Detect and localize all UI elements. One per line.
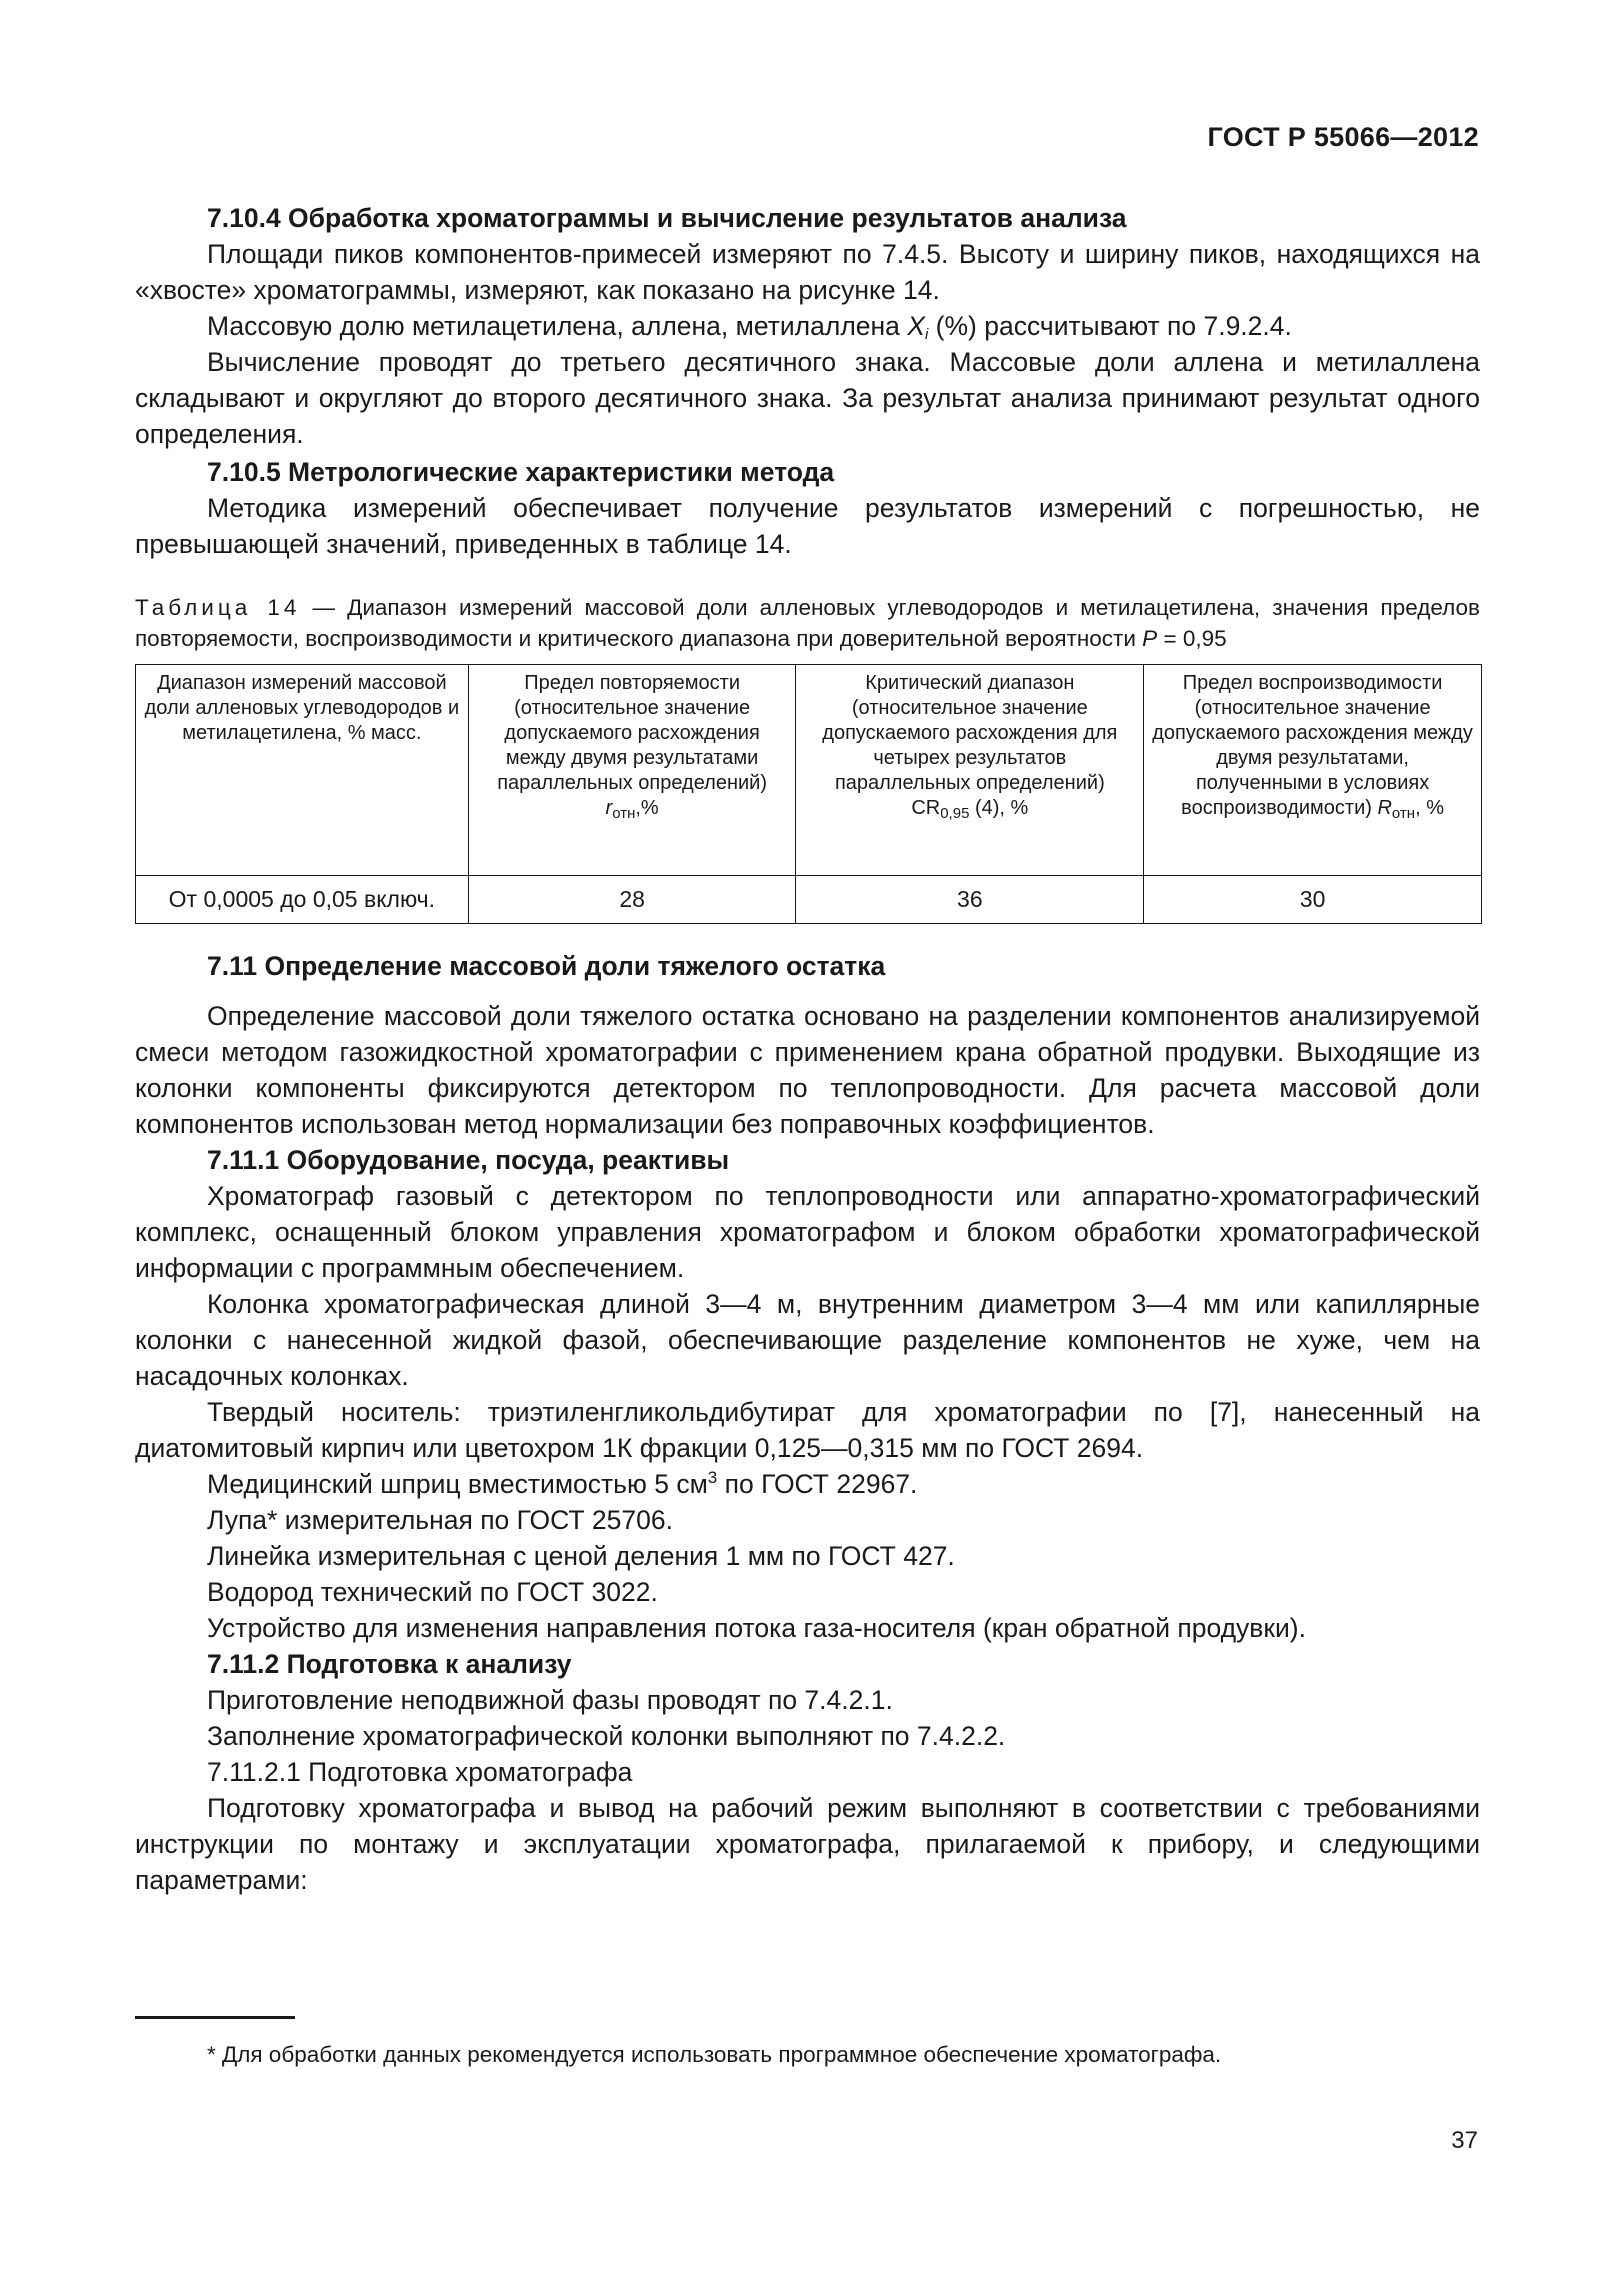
table-14-caption xyxy=(135,592,1480,654)
section-7-11-2-paragraph-2: Заполнение хроматографической колонки выполняют по 7.4.2.2. xyxy=(207,1721,1006,1751)
column-header-critical-range xyxy=(796,665,1144,876)
header-unit: ,% xyxy=(635,797,659,819)
header-unit: (4), % xyxy=(969,797,1029,819)
table-label: Таблица 14 xyxy=(135,595,301,620)
header-text: Предел повторяемости (относительное значение допускаемого расхождения между двумя результатами параллельных определений) xyxy=(497,672,768,794)
section-7-11-1-paragraph-1: Хроматограф газовый с детектором по теплопроводности или аппаратно-хроматографический комплекс, оснащенный блоком управления хроматографом и блоком обработки хроматографической информации с программным обеспечением. xyxy=(135,1181,1480,1283)
cell-reproducibility: 30 xyxy=(1144,876,1482,924)
section-7-10-4-heading: 7.10.4 Обработка хроматограммы и вычисление результатов анализа xyxy=(207,203,1127,233)
section-7-11-2-paragraph-3: Подготовку хроматографа и вывод на рабочий режим выполняют в соответствии с требованиями инструкции по монтажу и эксплуатации хроматографа, прилагаемой к прибору, и следующими параметрами: xyxy=(135,1793,1480,1895)
cell-range: От 0,0005 до 0,05 включ. xyxy=(136,876,469,924)
variable-p: P xyxy=(1142,626,1158,651)
variable-R: R xyxy=(1377,797,1392,819)
cell-repeatability: 28 xyxy=(468,876,796,924)
section-7-11-1-paragraph-2: Колонка хроматографическая длиной 3—4 м, внутренним диаметром 3—4 мм или капиллярные колонки с нанесенной жидкой фазой, обеспечивающие разделение компонентов не хуже, чем на насадочных колонках. xyxy=(135,1289,1480,1391)
section-7-11-2-paragraph-1: Приготовление неподвижной фазы проводят по 7.4.2.1. xyxy=(207,1685,893,1715)
subscript-i: i xyxy=(924,326,929,343)
header-text: Предел воспроизводимости (относительное значение допускаемого расхождения между двумя результатами, полученными в условиях воспроизводимости) xyxy=(1152,672,1473,819)
text-run: Медицинский шприц вместимостью 5 см xyxy=(207,1469,708,1499)
text-run: Массовую долю метилацетилена, аллена, метилаллена xyxy=(207,311,908,341)
section-7-11-heading: 7.11 Определение массовой доли тяжелого остатка xyxy=(207,951,886,981)
subscript-otn: отн xyxy=(1391,805,1416,822)
section-7-11-paragraph-1: Определение массовой доли тяжелого остатка основано на разделении компонентов анализируемой смеси методом газожидкостной хроматографии с применением крана обратной продувки. Выходящие из колонки компоненты фиксируются детектором по теплопроводности. Для расчета массовой доли компонентов использован метод нормализации без поправочных коэффициентов. xyxy=(135,1001,1480,1139)
page-number: 37 xyxy=(1451,2127,1478,2154)
section-7-10-5-paragraph-1: Методика измерений обеспечивает получение результатов измерений с погрешностью, не превышающей значений, приведенных в таблице 14. xyxy=(135,493,1480,559)
table-row xyxy=(136,876,1482,924)
section-7-10-4-paragraph-1: Площади пиков компонентов-примесей измеряют по 7.4.5. Высоту и ширину пиков, находящихся на «хвосте» хроматограммы, измеряют, как показано на рисунке 14. xyxy=(135,239,1480,305)
section-7-11-1-paragraph-6: Линейка измерительная с ценой деления 1 мм по ГОСТ 427. xyxy=(207,1541,955,1571)
text-run: (%) рассчитывают по 7.9.2.4. xyxy=(928,311,1292,341)
superscript-3: 3 xyxy=(707,1468,718,1488)
section-7-11-1-paragraph-8: Устройство для изменения направления потока газа-носителя (кран обратной продувки). xyxy=(207,1613,1306,1643)
table-header-row xyxy=(136,665,1482,876)
column-header-repeatability xyxy=(468,665,796,876)
section-7-10-4-paragraph-2 xyxy=(135,308,1480,344)
text-run: по ГОСТ 22967. xyxy=(717,1469,918,1499)
variable-x: X xyxy=(907,311,925,341)
column-header-reproducibility xyxy=(1144,665,1482,876)
column-header-range: Диапазон измерений массовой доли алленовых углеводородов и метилацетилена, % масс. xyxy=(136,665,469,876)
table-14 xyxy=(135,664,1482,924)
footnote-divider xyxy=(135,2016,295,2019)
section-7-11-1-paragraph-5: Лупа* измерительная по ГОСТ 25706. xyxy=(207,1505,673,1535)
standard-number-header: ГОСТ Р 55066—2012 xyxy=(1207,122,1479,152)
footnote: * Для обработки данных рекомендуется использовать программное обеспечение хроматографа. xyxy=(207,2042,1222,2067)
header-unit: , % xyxy=(1415,797,1444,819)
caption-text: — Диапазон измерений массовой доли алленовых углеводородов и метилацетилена, значения пределов повторяемости, воспроизводимости и критического диапазона при доверительной вероятности xyxy=(135,595,1480,651)
cell-critical-range: 36 xyxy=(796,876,1144,924)
section-7-11-2-heading: 7.11.2 Подготовка к анализу xyxy=(207,1649,572,1679)
variable-r: r xyxy=(605,797,613,819)
section-7-10-5-heading: 7.10.5 Метрологические характеристики метода xyxy=(207,457,835,487)
section-7-10-4-paragraph-3: Вычисление проводят до третьего десятичного знака. Массовые доли аллена и метилаллена складывают и округляют до второго десятичного знака. За результат анализа принимают результат одного определения. xyxy=(135,347,1480,449)
caption-end: = 0,95 xyxy=(1157,626,1227,651)
subscript-095: 0,95 xyxy=(940,805,970,822)
section-7-11-2-1-heading: 7.11.2.1 Подготовка хроматографа xyxy=(207,1757,633,1787)
header-text: Критический диапазон (относительное значение допускаемого расхождения для четырех результатов параллельных определений) CR xyxy=(822,672,1118,819)
section-7-11-1-paragraph-7: Водород технический по ГОСТ 3022. xyxy=(207,1577,658,1607)
section-7-11-1-paragraph-4 xyxy=(135,1466,1480,1502)
section-7-11-1-paragraph-3: Твердый носитель: триэтиленгликольдибутират для хроматографии по [7], нанесенный на диатомитовый кирпич или цветохром 1К фракции 0,125—0,315 мм по ГОСТ 2694. xyxy=(135,1397,1480,1463)
page-content xyxy=(135,200,1480,1898)
section-7-11-1-heading: 7.11.1 Оборудование, посуда, реактивы xyxy=(207,1145,730,1175)
subscript-otn: отн xyxy=(612,805,636,822)
